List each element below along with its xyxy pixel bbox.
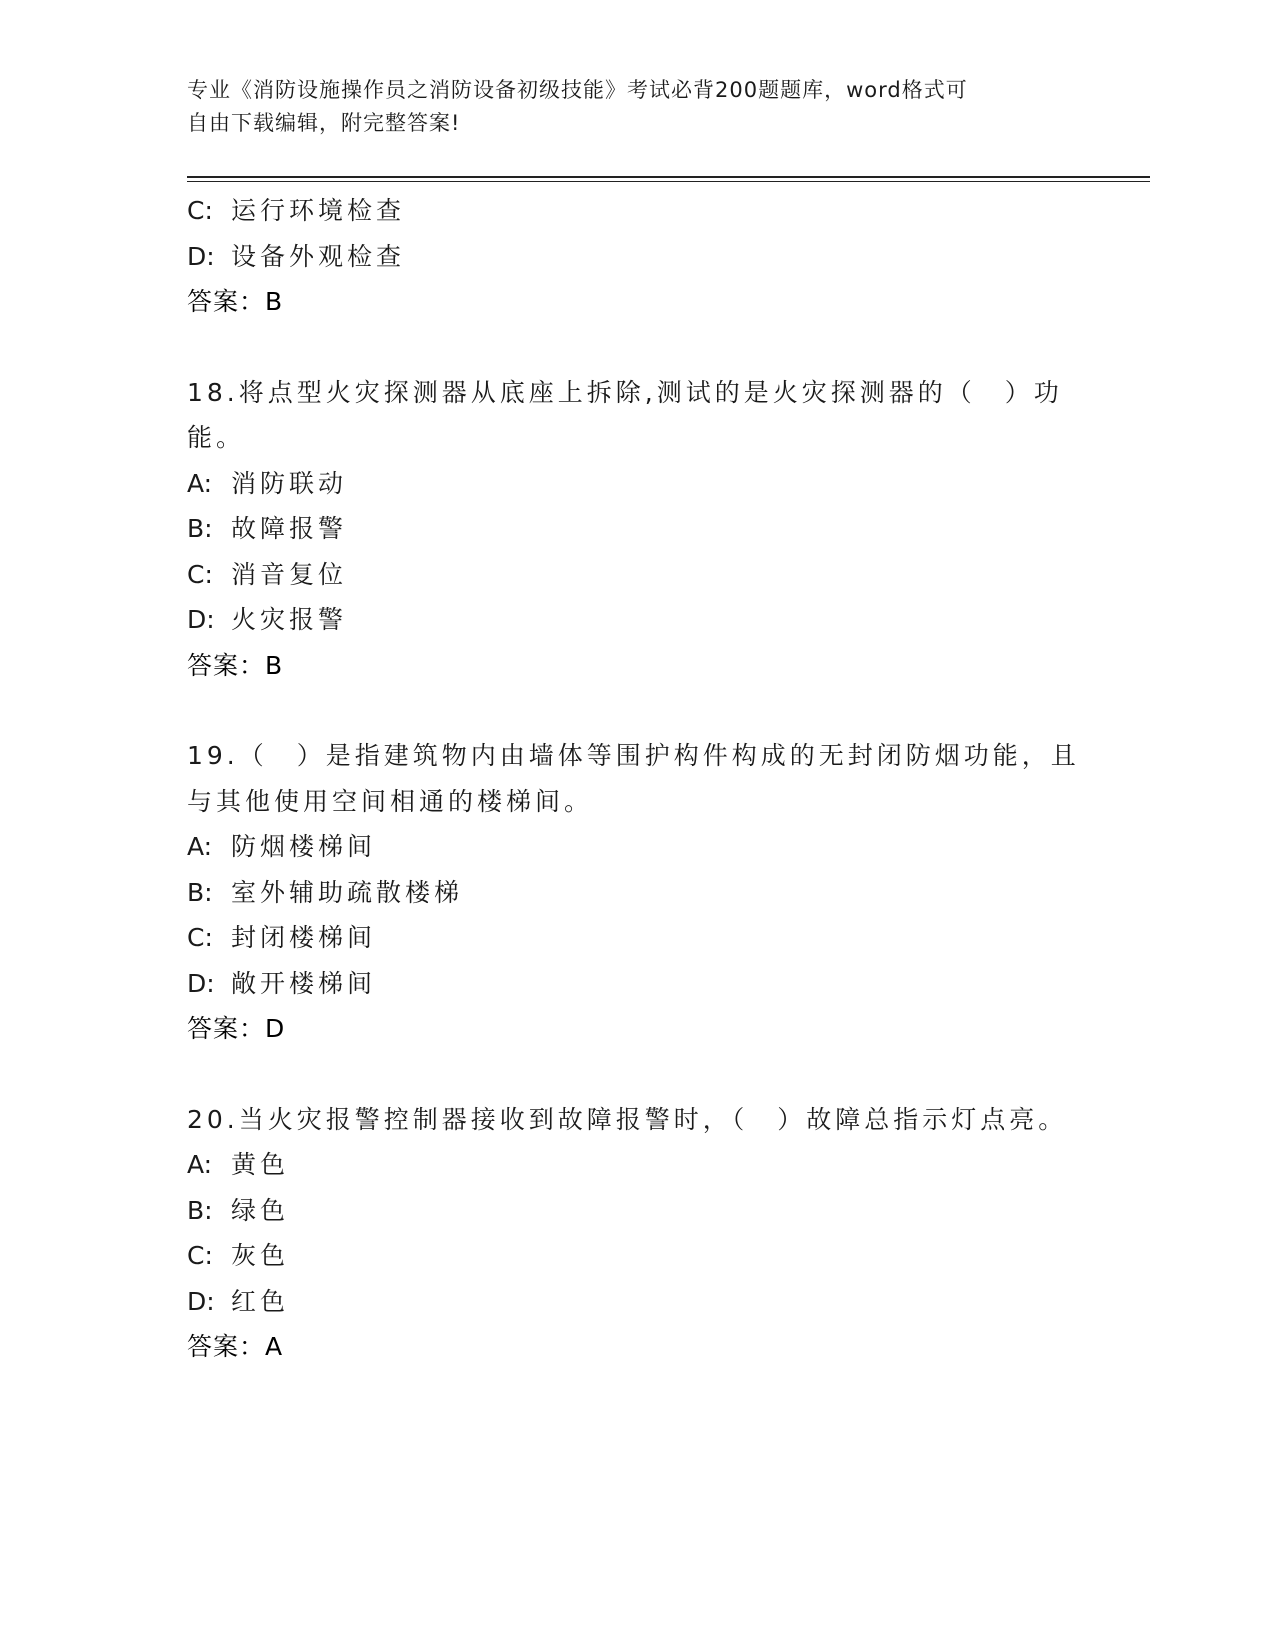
option-text: 室外辅助疏散楼梯 [231, 877, 464, 907]
option-letter: D: [187, 1286, 215, 1316]
answer-line: 答案：D [187, 1014, 286, 1043]
spacer [187, 325, 1077, 370]
option-text: 红色 [231, 1286, 290, 1316]
question-stem: 20.当火灾报警控制器接收到故障报警时，（ ）故障总指示灯点亮。 [187, 1104, 1068, 1134]
option-d [187, 1279, 1077, 1325]
option-letter: D: [187, 968, 215, 998]
option-text: 黄色 [231, 1150, 290, 1179]
option-text: 消防联动 [231, 468, 348, 498]
question-stem-continued: 与其他使用空间相通的楼梯间。 [187, 786, 594, 816]
answer-line: 答案：B [187, 287, 284, 316]
header-divider-thick [187, 176, 1150, 178]
question-20 [187, 1097, 1077, 1370]
option-letter: A: [187, 468, 213, 498]
option-text: 封闭楼梯间 [231, 923, 377, 952]
option-d [187, 234, 1077, 280]
option-a [187, 461, 1077, 507]
question-list [187, 188, 1080, 1370]
option-letter: D: [187, 605, 215, 634]
option-letter: C: [187, 196, 213, 225]
header-line-2: 自由下载编辑，附完整答案! [187, 111, 461, 135]
option-letter: A: [187, 832, 213, 861]
option-c [187, 1233, 1077, 1279]
previous-question-tail [187, 188, 1077, 325]
option-letter: B: [187, 877, 213, 907]
option-c [187, 915, 1077, 961]
header-divider-thin [187, 181, 1150, 182]
option-text: 防烟楼梯间 [231, 832, 377, 861]
option-c [187, 188, 1077, 234]
header-line-1: 专业《消防设施操作员之消防设备初级技能》考试必背200题题库，word格式可 [187, 78, 968, 102]
option-letter: B: [187, 1195, 213, 1225]
option-text: 灰色 [231, 1241, 290, 1270]
question-19 [187, 733, 1080, 1052]
document-header [187, 74, 1087, 140]
option-text: 火灾报警 [231, 605, 348, 634]
question-stem-continued: 能。 [187, 423, 246, 452]
option-text: 运行环境检查 [231, 196, 406, 225]
option-letter: C: [187, 1241, 213, 1270]
option-letter: C: [187, 923, 213, 952]
option-b [187, 506, 1077, 552]
question-18 [187, 370, 1077, 689]
option-text: 绿色 [231, 1195, 290, 1225]
option-d [187, 597, 1077, 643]
option-text: 设备外观检查 [231, 241, 406, 271]
option-letter: B: [187, 514, 213, 543]
option-letter: A: [187, 1150, 213, 1179]
answer-line: 答案：B [187, 650, 284, 680]
option-a [187, 824, 1077, 870]
spacer [187, 688, 1077, 733]
question-stem: 19.（ ）是指建筑物内由墙体等围护构件构成的无封闭防烟功能，且 [187, 741, 1080, 770]
option-text: 故障报警 [231, 514, 348, 543]
option-a [187, 1142, 1077, 1188]
option-c [187, 552, 1077, 598]
option-b [187, 870, 1077, 916]
option-text: 敞开楼梯间 [231, 968, 377, 998]
option-b [187, 1188, 1077, 1234]
option-letter: C: [187, 559, 213, 589]
spacer [187, 1052, 1077, 1097]
question-stem: 18.将点型火灾探测器从底座上拆除,测试的是火灾探测器的（ ）功 [187, 377, 1063, 407]
option-d [187, 961, 1077, 1007]
option-text: 消音复位 [231, 559, 348, 589]
option-letter: D: [187, 241, 215, 271]
answer-line: 答案：A [187, 1332, 284, 1361]
